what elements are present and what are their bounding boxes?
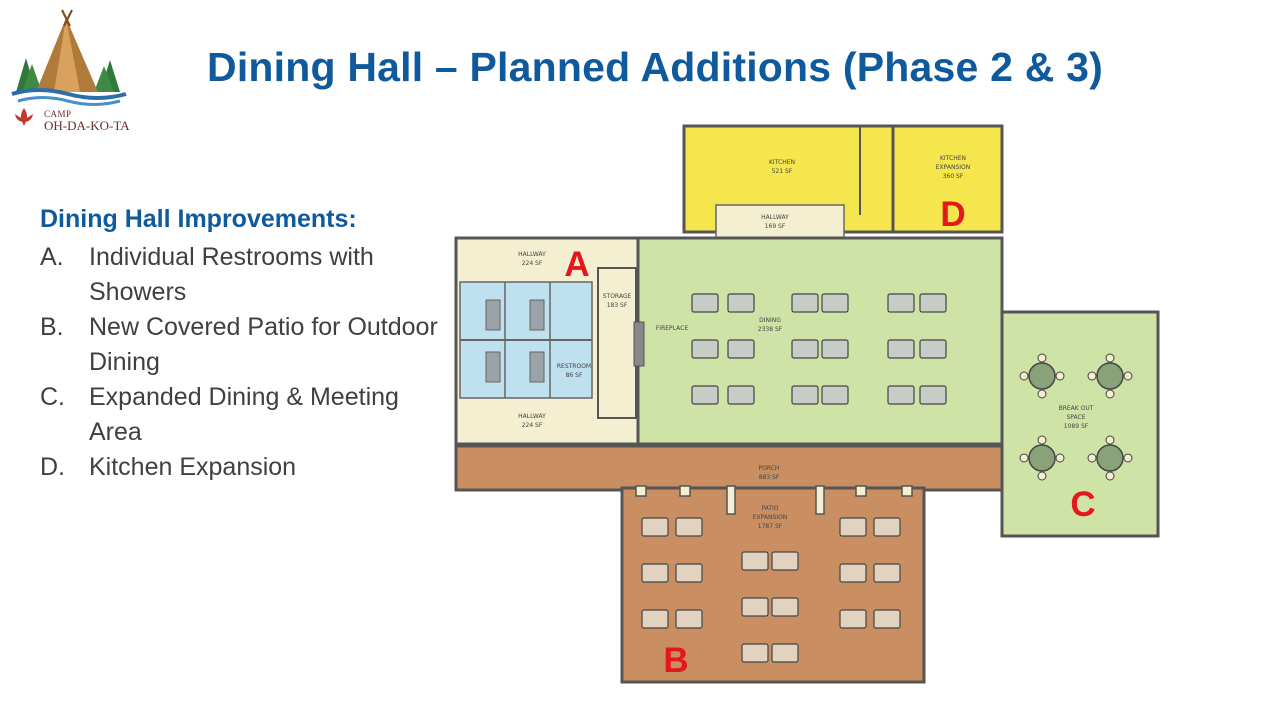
restroom-label: RESTROOM 86 SF xyxy=(556,363,592,379)
list-item-letter: B. xyxy=(40,313,64,341)
marker-b: B xyxy=(663,641,689,680)
porch-area xyxy=(456,446,1002,490)
list-item-letter: C. xyxy=(40,383,65,411)
kitchen-label: KITCHEN 521 SF xyxy=(769,159,795,175)
breakout-label: BREAK OUT SPACE 1089 SF xyxy=(1058,405,1094,430)
floor-plan xyxy=(440,120,1280,690)
improvements-list xyxy=(40,240,440,485)
list-item-text: Expanded Dining & Meeting Area xyxy=(89,383,399,446)
storage-label: STORAGE 183 SF xyxy=(602,293,632,309)
marker-d: D xyxy=(940,195,966,234)
list-item xyxy=(40,380,440,450)
list-item-letter: D. xyxy=(40,453,65,481)
page-title: Dining Hall – Planned Additions (Phase 2 & 3) xyxy=(207,44,1103,90)
list-item-letter: A. xyxy=(40,243,64,271)
hallway-a-label: HALLWAY 224 SF xyxy=(518,251,546,267)
list-item xyxy=(40,240,440,310)
hallway-b-label: HALLWAY 224 SF xyxy=(518,413,546,429)
patio-label: PATIO EXPANSION 1787 SF xyxy=(752,505,788,530)
storage-room xyxy=(598,268,636,418)
marker-c: C xyxy=(1070,485,1096,524)
list-item-text: New Covered Patio for Outdoor Dining xyxy=(89,313,438,376)
logo-name-text: OH-DA-KO-TA xyxy=(44,118,130,133)
marker-a: A xyxy=(564,245,590,284)
list-item-text: Individual Restrooms with Showers xyxy=(89,243,374,306)
fireplace-label: FIREPLACE xyxy=(655,325,689,332)
hallway-top-label: HALLWAY 169 SF xyxy=(761,214,789,230)
porch-label: PORCH 883 SF xyxy=(758,465,780,481)
list-item xyxy=(40,310,440,380)
logo-camp-text: CAMP xyxy=(44,109,72,119)
kitchen-expansion-label: KITCHEN EXPANSION 360 SF xyxy=(935,155,971,180)
improvements-heading: Dining Hall Improvements: xyxy=(40,205,357,233)
list-item-text: Kitchen Expansion xyxy=(89,453,297,481)
dining-label: DINING 2338 SF xyxy=(757,317,783,333)
scouts-emblem-icon xyxy=(12,106,36,128)
hallway-top-room xyxy=(716,205,844,239)
list-item xyxy=(40,450,440,485)
